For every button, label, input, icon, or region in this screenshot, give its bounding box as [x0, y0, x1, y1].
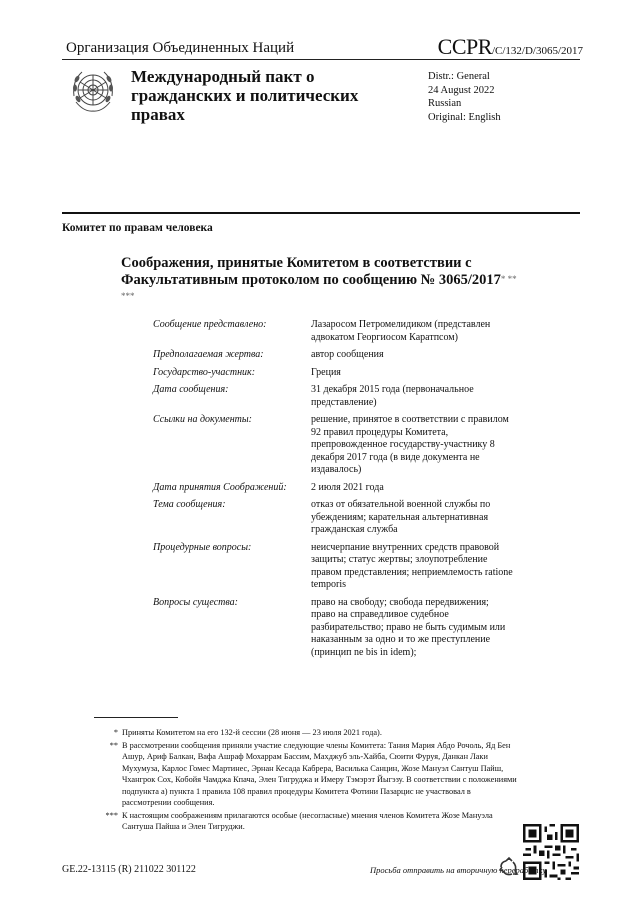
- un-emblem-icon: [68, 66, 118, 116]
- metadata-label: Вопросы существа:: [153, 596, 238, 608]
- symbol-main: CCPR: [437, 34, 492, 59]
- header-rule: [62, 59, 580, 60]
- metadata-label: Государство-участник:: [153, 366, 256, 378]
- metadata-value: право на свободу; свобода передвижения; право на справедливое судебное разбирательство; право не быть судимым или наказанным за одно и то же преступление (принцип ne bis in idem);: [311, 596, 506, 658]
- document-symbol: [438, 34, 583, 60]
- footnote-text: К настоящим соображениям прилагаются особые (несогласные) мнения членов Комитета Жозе Мануэла Сантуша Пайша и Элен Тигруджи.: [122, 810, 493, 831]
- distr-line: Original: English: [428, 111, 501, 123]
- metadata-value: решение, принятое в соответствии с правилом 92 правил процедуры Комитета, препровожденное государству-участнику 8 декабря 2017 года (в виде документа не издавалось): [311, 414, 509, 475]
- recycle-notice: Просьба отправить на вторичную переработку: [370, 865, 547, 875]
- metadata-value: автор сообщения: [311, 349, 384, 360]
- metadata-label: Предполагаемая жертва:: [153, 349, 264, 360]
- section-rule: [62, 212, 580, 214]
- metadata-value: Греция: [311, 366, 341, 378]
- footnote: [100, 727, 520, 739]
- metadata-table: [153, 319, 513, 664]
- metadata-row: [153, 542, 513, 592]
- distr-line: Russian: [428, 98, 462, 109]
- metadata-label: Ссылки на документы:: [153, 414, 252, 425]
- pact-title: Международный пакт о гражданских и политических правах: [131, 67, 359, 124]
- metadata-row: [153, 349, 513, 362]
- metadata-label: Сообщение представлено:: [153, 319, 267, 330]
- metadata-row: [153, 367, 513, 380]
- metadata-value: 31 декабря 2015 года (первоначальное представление): [311, 384, 474, 408]
- document-id: GE.22-13115 (R) 211022 301122: [62, 864, 196, 875]
- distr-line: 24 August 2022: [428, 84, 495, 96]
- symbol-rest: /C/132/D/3065/2017: [491, 45, 583, 57]
- footnote-mark: **: [109, 740, 118, 750]
- footnote-mark: *: [113, 728, 118, 737]
- footnote-marks: * ** ***: [121, 274, 517, 301]
- metadata-row: [153, 597, 513, 660]
- views-title-text: Соображения, принятые Комитетом в соответствии с Факультативным протоколом по сообщению № 3065/2017: [121, 255, 501, 288]
- committee-name: Комитет по правам человека: [62, 222, 213, 234]
- metadata-row: [153, 414, 513, 477]
- footnote: [100, 810, 520, 833]
- metadata-value: неисчерпание внутренних средств правовой защиты; статус жертвы; злоупотребление правом представления; неприемлемость ratione temporis: [311, 541, 513, 590]
- organization-name: Организация Объединенных Наций: [66, 40, 295, 56]
- footnote-text: В рассмотрении сообщения приняли участие следующие члены Комитета: Тания Мария Абдо Рочоль, Яд Бен Ашур, Ариф Балкан, Вафа Ашраф Мохаррам Бассим, Махджуб эль-Хайба, Сюити Фуруя, Данкан Лаки Мухумуза, Карлос Гомес Мартинес, Эрнан Кесада Кабрера, Василька Санцин, Жозе Мануэл Сантуш Пайш, Чхангрок Сох, Кобойя Чамджа Кпача, Элен Тигруджа и Имеру Тэмэрэт Йыгэзу. В соответствии с положениями подпункта a) пункта 1 правила 108 правил процедуры Комитета Фотини Пазарцис не участвовал в рассмотрении сообщения.: [122, 740, 517, 807]
- metadata-row: [153, 482, 513, 495]
- metadata-value: отказ от обязательной военной службы по убеждениям; карательная альтернативная гражданская служба: [311, 499, 491, 535]
- metadata-row: [153, 319, 513, 344]
- footnote-mark: ***: [105, 810, 118, 820]
- metadata-label: Процедурные вопросы:: [153, 541, 252, 553]
- footnote: [100, 740, 520, 809]
- distr-line: Distr.: General: [428, 71, 490, 82]
- metadata-label: Дата принятия Соображений:: [153, 481, 287, 493]
- metadata-row: [153, 499, 513, 537]
- footnote-rule: [94, 717, 178, 718]
- metadata-row: [153, 384, 513, 409]
- footnote-text: Приняты Комитетом на его 132-й сессии (28 июня — 23 июля 2021 года).: [122, 728, 382, 737]
- metadata-value: 2 июля 2021 года: [311, 481, 384, 493]
- views-title: [121, 255, 521, 305]
- metadata-label: Тема сообщения:: [153, 499, 226, 510]
- recycle-icon: [498, 856, 520, 878]
- metadata-label: Дата сообщения:: [153, 384, 229, 395]
- distribution-block: [428, 70, 501, 124]
- footnotes: [100, 727, 520, 834]
- metadata-value: Лазаросом Петромелидиком (представлен адвокатом Георгиосом Каратпсом): [311, 319, 491, 343]
